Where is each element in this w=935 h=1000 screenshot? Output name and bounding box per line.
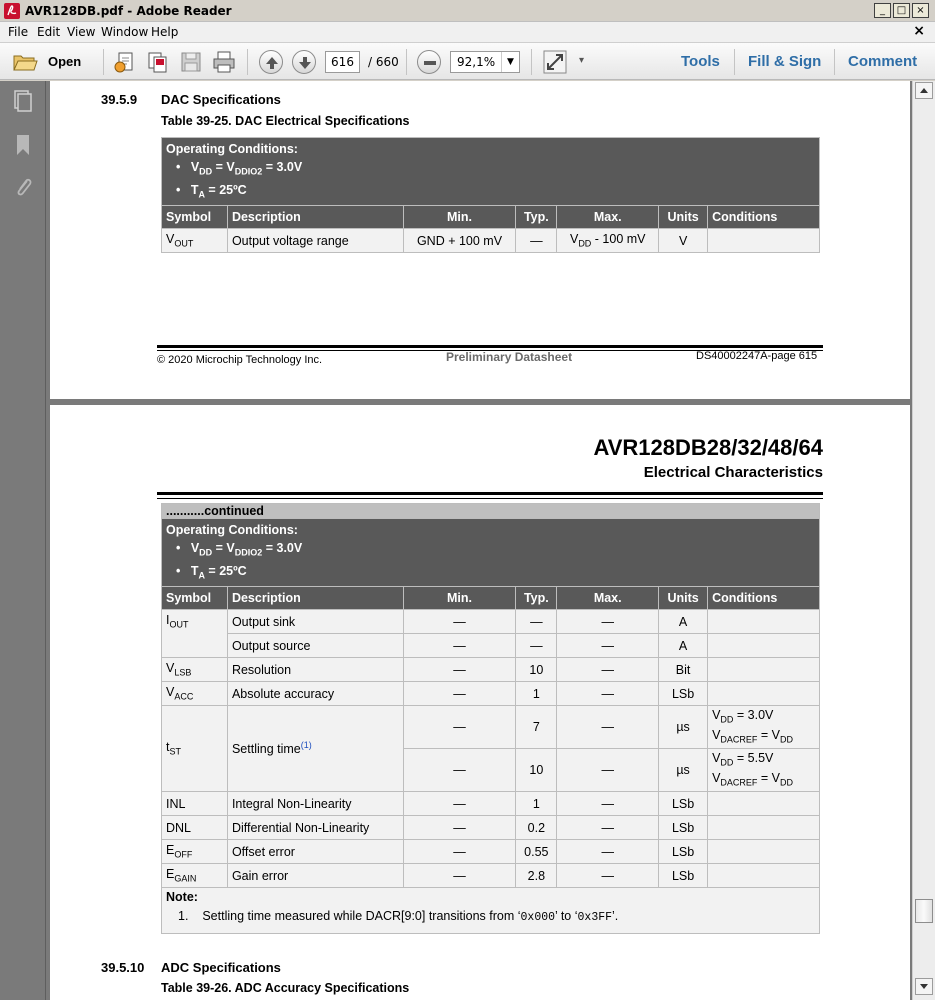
toolbar-divider bbox=[834, 49, 835, 75]
toolbar-divider bbox=[734, 49, 735, 75]
footnote-link[interactable]: (1) bbox=[300, 740, 312, 751]
scrollbar-thumb[interactable] bbox=[915, 899, 933, 923]
footer-center: Preliminary Datasheet bbox=[446, 350, 573, 364]
window-title: AVR128DB.pdf - Adobe Reader bbox=[25, 4, 232, 18]
document-viewport[interactable] bbox=[46, 81, 912, 1000]
fill-sign-pane-button[interactable]: Fill & Sign bbox=[748, 53, 822, 70]
vdd-condition: • $V_{DD} = V_{DDIO2} = 3.0V$ bbox=[176, 541, 303, 558]
menu-view[interactable]: View bbox=[67, 25, 96, 39]
zoom-select[interactable] bbox=[450, 51, 520, 73]
print-icon[interactable] bbox=[212, 50, 236, 74]
vdd-condition: • $V_{DD} = V_{DDIO2} = 3.0V$ bbox=[176, 160, 303, 177]
footer-copyright: © 2020 Microchip Technology Inc. bbox=[157, 354, 323, 366]
previous-page-button[interactable] bbox=[259, 50, 283, 74]
dac-spec-table-continued bbox=[161, 503, 820, 934]
table-header-row: Symbol Description Min. Typ. Max. Units Conditions bbox=[162, 206, 820, 229]
combine-files-icon[interactable] bbox=[146, 50, 170, 74]
table-row: $I_{OUT}$ Output sink — — — A bbox=[162, 610, 820, 634]
footer-page: DS40002247A-page 615 bbox=[696, 350, 818, 362]
scroll-up-button[interactable] bbox=[915, 82, 933, 99]
chevron-down-icon: ▼ bbox=[501, 52, 519, 72]
menu-bar bbox=[0, 22, 935, 42]
table-title: Table 39-25. DAC Electrical Specifications bbox=[161, 114, 410, 128]
table-row: $E_{OFF}$ Offset error — 0.55 — LSb bbox=[162, 840, 820, 864]
menu-edit[interactable]: Edit bbox=[37, 25, 61, 39]
table-header-row: Symbol Description Min. Typ. Max. Units Conditions bbox=[162, 587, 820, 610]
operating-conditions bbox=[162, 519, 820, 587]
operating-conditions bbox=[162, 138, 820, 206]
menu-window[interactable]: Window bbox=[101, 25, 149, 39]
note-text: 1. Settling time measured while DACR[9:0] transitions from ‘0x000’ to ‘0x3FF’. bbox=[178, 909, 619, 924]
pdf-app-icon bbox=[4, 3, 20, 19]
dac-spec-table bbox=[161, 137, 820, 253]
toolbar-overflow-icon[interactable]: ▾ bbox=[579, 55, 585, 66]
continued-label: ...........continued bbox=[162, 504, 820, 519]
create-pdf-icon[interactable] bbox=[114, 50, 136, 74]
pdf-page-615 bbox=[50, 81, 910, 399]
footer-rule bbox=[157, 345, 823, 348]
document-subtitle: Electrical Characteristics bbox=[643, 464, 823, 481]
table-row: DNL Differential Non-Linearity — 0.2 — LSb bbox=[162, 816, 820, 840]
maximize-button[interactable]: □ bbox=[893, 3, 910, 18]
note-title: Note: bbox=[166, 890, 198, 904]
menu-help[interactable]: Help bbox=[151, 25, 179, 39]
table-row: $V_{ACC}$ Absolute accuracy — 1 — LSb bbox=[162, 682, 820, 706]
next-section-title: ADC Specifications bbox=[161, 960, 281, 975]
open-button[interactable] bbox=[10, 50, 88, 74]
minus-icon bbox=[422, 55, 438, 71]
zoom-value: 92,1% bbox=[457, 55, 496, 69]
toolbar-divider bbox=[531, 49, 532, 75]
menu-file[interactable]: File bbox=[8, 25, 29, 39]
section-number: 39.5.9 bbox=[101, 92, 138, 107]
attachments-icon[interactable] bbox=[12, 175, 34, 199]
table-row: $E_{GAIN}$ Gain error — 2.8 — LSb bbox=[162, 864, 820, 888]
open-label: Open bbox=[48, 54, 82, 69]
table-row: $V_{OUT}$ Output voltage range GND + 100 mV — $V_{DD} - 100$ mV V bbox=[162, 229, 820, 253]
table-row: Output source — — — A bbox=[162, 634, 820, 658]
section-title: DAC Specifications bbox=[161, 92, 281, 107]
page-total: / 660 bbox=[368, 55, 399, 69]
document-title: AVR128DB28/32/48/64 bbox=[593, 435, 823, 460]
arrow-up-icon bbox=[264, 55, 280, 71]
toolbar-divider bbox=[406, 49, 407, 75]
pdf-page-616 bbox=[50, 405, 910, 1000]
zoom-out-button[interactable] bbox=[417, 50, 441, 74]
arrow-down-icon bbox=[297, 55, 313, 71]
header-rule bbox=[157, 498, 823, 499]
title-bar bbox=[0, 0, 935, 22]
arrow-down-icon bbox=[916, 979, 932, 994]
header-rule bbox=[157, 492, 823, 495]
full-screen-icon[interactable] bbox=[543, 50, 567, 74]
tools-pane-button[interactable]: Tools bbox=[681, 53, 720, 70]
operating-conditions-title: Operating Conditions: bbox=[166, 142, 298, 156]
next-table-title: Table 39-26. ADC Accuracy Specifications bbox=[161, 981, 410, 995]
next-page-button[interactable] bbox=[292, 50, 316, 74]
table-row: INL Integral Non-Linearity — 1 — LSb bbox=[162, 792, 820, 816]
close-document-button[interactable]: × bbox=[913, 23, 925, 39]
scroll-down-button[interactable] bbox=[915, 978, 933, 995]
operating-conditions-title: Operating Conditions: bbox=[166, 523, 298, 537]
toolbar-divider bbox=[103, 49, 104, 75]
vertical-scrollbar[interactable] bbox=[912, 81, 935, 1000]
table-row: $t_{ST}$ Settling time$^{(1)}$ — 7 — µs $V_{DD} = 3.0V$ $V_{DACREF} = V_{DD}$ bbox=[162, 706, 820, 749]
ta-condition: • $T_A$ = 25ºC bbox=[176, 563, 247, 580]
bookmarks-icon[interactable] bbox=[12, 133, 34, 157]
save-icon[interactable] bbox=[180, 50, 202, 74]
toolbar-divider bbox=[247, 49, 248, 75]
minimize-button[interactable]: _ bbox=[874, 3, 891, 18]
page-thumbnails-icon[interactable] bbox=[12, 89, 34, 113]
navigation-panel bbox=[0, 81, 46, 1000]
ta-condition: • $T_A$ = 25ºC bbox=[176, 182, 247, 199]
page-number-input[interactable]: 616 bbox=[325, 51, 360, 73]
table-note bbox=[162, 888, 820, 934]
comment-pane-button[interactable]: Comment bbox=[848, 53, 918, 70]
table-row: $V_{LSB}$ Resolution — 10 — Bit bbox=[162, 658, 820, 682]
next-section-number: 39.5.10 bbox=[101, 960, 145, 975]
table-row: — 10 — µs $V_{DD} = 5.5V$ $V_{DACREF} = V_{DD}$ bbox=[162, 749, 820, 792]
arrow-up-icon bbox=[916, 83, 932, 98]
close-button[interactable]: × bbox=[912, 3, 929, 18]
folder-icon bbox=[12, 51, 38, 73]
toolbar bbox=[0, 42, 935, 80]
